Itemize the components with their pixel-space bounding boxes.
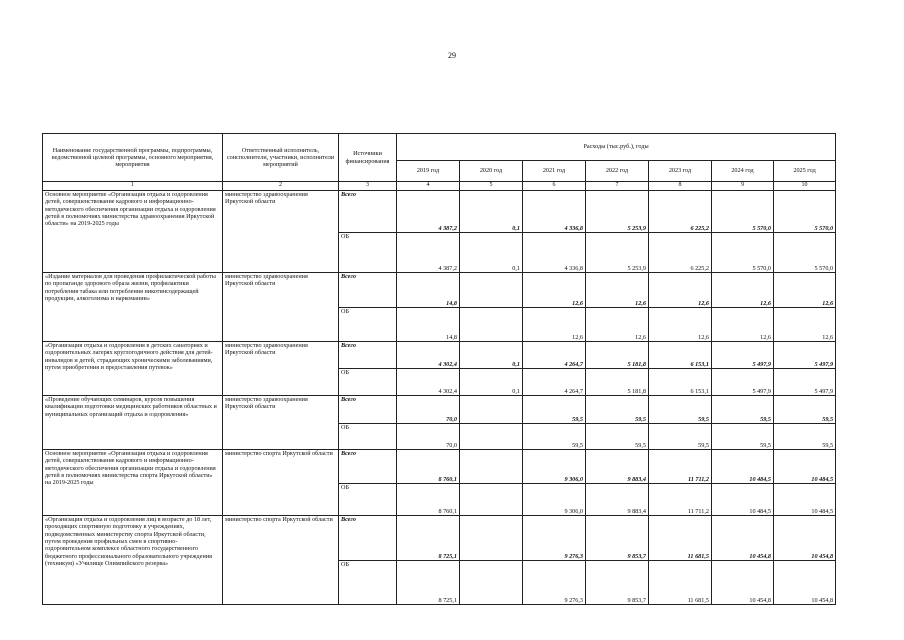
ob-value: 12,6 (712, 308, 774, 342)
ob-value: 9 276,3 (523, 561, 586, 605)
total-value: 10 484,5 (712, 450, 774, 484)
ob-value: 0,1 (460, 233, 523, 273)
ob-value: 59,5 (712, 424, 774, 450)
source-ob-label: ОБ (339, 308, 397, 342)
measure-executor: министерство здравоохранения Иркутской области (223, 396, 339, 450)
column-number: 6 (523, 182, 586, 191)
ob-value: 8 760,1 (397, 484, 460, 516)
total-value: 9 306,0 (523, 450, 586, 484)
ob-value: 9 853,7 (586, 561, 649, 605)
table-row (43, 516, 836, 561)
ob-value: 0,1 (460, 369, 523, 396)
header-executor: Ответственный исполнитель, соисполнители, участники, исполнители мероприятий (223, 134, 339, 182)
column-number: 10 (774, 182, 836, 191)
total-value: 8 760,1 (397, 450, 460, 484)
ob-value: 12,6 (649, 308, 712, 342)
ob-value (460, 484, 523, 516)
total-value: 5 497,9 (712, 342, 774, 369)
measure-name: «Организация отдыха и оздоровления в детских санаториях и оздоровительных лагерях круглогодичного действия для детей-инвалидов и детей, страдающих хроническими заболеваниями, путем приобретения и предоставления путевок» (43, 342, 223, 396)
measure-executor: министерство здравоохранения Иркутской области (223, 342, 339, 396)
source-ob-label: ОБ (339, 424, 397, 450)
ob-value: 9 883,4 (586, 484, 649, 516)
total-value: 4 302,4 (397, 342, 460, 369)
measure-executor: министерство здравоохранения Иркутской области (223, 273, 339, 342)
total-value (460, 273, 523, 308)
total-value: 10 454,8 (712, 516, 774, 561)
measure-name: «Издание материалов для проведения профилактической работы по пропаганде здорового образа жизни, профилактики потребления табака или потребления никотинсодержащей продукции, алкоголизма и наркомании» (43, 273, 223, 342)
total-value: 59,5 (586, 396, 649, 424)
total-value: 12,6 (649, 273, 712, 308)
total-value: 11 681,5 (649, 516, 712, 561)
total-value: 5 497,9 (774, 342, 836, 369)
ob-value: 5 253,9 (586, 233, 649, 273)
total-value: 6 225,2 (649, 191, 712, 233)
ob-value: 9 306,0 (523, 484, 586, 516)
measure-name: «Проведение обучающих семинаров, курсов повышения квалификации подготовки медицинских работников областных и муниципальных организаций отдыха и оздоровления» (43, 396, 223, 450)
ob-value: 59,5 (523, 424, 586, 450)
ob-value: 12,6 (774, 308, 836, 342)
header-year: 2022 год (586, 161, 649, 182)
total-value: 59,5 (649, 396, 712, 424)
total-value (460, 516, 523, 561)
source-total-label: Всего (339, 273, 397, 308)
source-ob-label: ОБ (339, 369, 397, 396)
column-number: 7 (586, 182, 649, 191)
ob-value: 5 181,8 (586, 369, 649, 396)
header-year: 2021 год (523, 161, 586, 182)
total-value: 8 725,1 (397, 516, 460, 561)
total-value: 5 253,9 (586, 191, 649, 233)
source-total-label: Всего (339, 396, 397, 424)
ob-value: 10 454,8 (712, 561, 774, 605)
total-value: 4 387,2 (397, 191, 460, 233)
header-year: 2023 год (649, 161, 712, 182)
total-value: 70,0 (397, 396, 460, 424)
ob-value (460, 308, 523, 342)
total-value: 0,1 (460, 342, 523, 369)
total-value: 5 570,0 (712, 191, 774, 233)
total-value: 10 454,8 (774, 516, 836, 561)
table-row (43, 191, 836, 233)
total-value: 6 153,1 (649, 342, 712, 369)
table-row (43, 396, 836, 424)
total-value (460, 396, 523, 424)
total-value: 12,6 (523, 273, 586, 308)
ob-value: 5 570,0 (774, 233, 836, 273)
source-ob-label: ОБ (339, 561, 397, 605)
ob-value: 6 153,1 (649, 369, 712, 396)
measure-executor: министерство спорта Иркутской области (223, 516, 339, 605)
total-value: 4 264,7 (523, 342, 586, 369)
source-total-label: Всего (339, 342, 397, 369)
total-value: 12,6 (586, 273, 649, 308)
header-year: 2024 год (712, 161, 774, 182)
total-value: 59,5 (523, 396, 586, 424)
header-expenses: Расходы (тыс.руб.), годы (397, 134, 836, 161)
measure-name: Основное мероприятие «Организация отдыха и оздоровления детей, совершенствование кадрового и информационно-методического обеспечения организации отдыха и оздоровления детей в полномочиях министерства спорта Иркутской области» на 2019-2025 годы (43, 450, 223, 516)
header-source: Источники финансирования (339, 134, 397, 182)
ob-value: 8 725,1 (397, 561, 460, 605)
total-value: 12,6 (774, 273, 836, 308)
measure-name: «Организация отдыха и оздоровления лиц в возрасте до 18 лет, проходящих спортивную подготовку в учреждениях, подведомственных министерству спорта Иркутской области, путем проведения профильных смен в спортивно-оздоровительном комплексе областного государственного бюджетного профессионального образовательного учреждения (техникум) «Училище Олимпийского резерва» (43, 516, 223, 605)
total-value: 9 276,3 (523, 516, 586, 561)
ob-value: 6 225,2 (649, 233, 712, 273)
source-ob-label: ОБ (339, 233, 397, 273)
total-value: 5 181,8 (586, 342, 649, 369)
ob-value: 4 336,8 (523, 233, 586, 273)
total-value: 9 883,4 (586, 450, 649, 484)
total-value: 12,6 (712, 273, 774, 308)
ob-value: 11 711,2 (649, 484, 712, 516)
ob-value: 4 387,2 (397, 233, 460, 273)
budget-table (42, 133, 836, 605)
source-total-label: Всего (339, 191, 397, 233)
column-number: 5 (460, 182, 523, 191)
header-year: 2020 год (460, 161, 523, 182)
measure-name: Основное мероприятие «Организация отдыха и оздоровления детей, совершенствование кадрового и информационно-методического обеспечения организации отдыха и оздоровления детей в полномочиях министерства здравоохранения Иркутской области» на 2019-2025 годы (43, 191, 223, 273)
ob-value: 11 681,5 (649, 561, 712, 605)
ob-value: 59,5 (586, 424, 649, 450)
header-year: 2019 год (397, 161, 460, 182)
total-value: 14,8 (397, 273, 460, 308)
ob-value: 70,0 (397, 424, 460, 450)
ob-value: 4 302,4 (397, 369, 460, 396)
column-number: 2 (223, 182, 339, 191)
column-number: 4 (397, 182, 460, 191)
total-value (460, 450, 523, 484)
page-number: 29 (448, 51, 456, 60)
measure-executor: министерство здравоохранения Иркутской области (223, 191, 339, 273)
table-row (43, 273, 836, 308)
ob-value: 59,5 (649, 424, 712, 450)
ob-value: 5 497,9 (774, 369, 836, 396)
ob-value: 10 484,5 (774, 484, 836, 516)
table-row (43, 450, 836, 484)
ob-value: 10 484,5 (712, 484, 774, 516)
total-value: 9 853,7 (586, 516, 649, 561)
source-total-label: Всего (339, 450, 397, 484)
total-value: 11 711,2 (649, 450, 712, 484)
ob-value: 5 497,9 (712, 369, 774, 396)
column-number: 3 (339, 182, 397, 191)
total-value: 4 336,8 (523, 191, 586, 233)
ob-value: 10 454,8 (774, 561, 836, 605)
header-name: Наименование государственной программы, подпрограммы, ведомственной целевой программы, основного мероприятия, мероприятия (43, 134, 223, 182)
ob-value: 5 570,0 (712, 233, 774, 273)
column-number: 9 (712, 182, 774, 191)
table-row (43, 342, 836, 369)
ob-value: 4 264,7 (523, 369, 586, 396)
total-value: 5 570,0 (774, 191, 836, 233)
ob-value: 14,8 (397, 308, 460, 342)
column-number: 1 (43, 182, 223, 191)
total-value: 59,5 (774, 396, 836, 424)
ob-value: 12,6 (523, 308, 586, 342)
column-number: 8 (649, 182, 712, 191)
total-value: 10 484,5 (774, 450, 836, 484)
ob-value (460, 561, 523, 605)
measure-executor: министерство спорта Иркутской области (223, 450, 339, 516)
source-total-label: Всего (339, 516, 397, 561)
ob-value: 59,5 (774, 424, 836, 450)
ob-value (460, 424, 523, 450)
total-value: 59,5 (712, 396, 774, 424)
header-year: 2025 год (774, 161, 836, 182)
total-value: 0,1 (460, 191, 523, 233)
ob-value: 12,6 (586, 308, 649, 342)
source-ob-label: ОБ (339, 484, 397, 516)
